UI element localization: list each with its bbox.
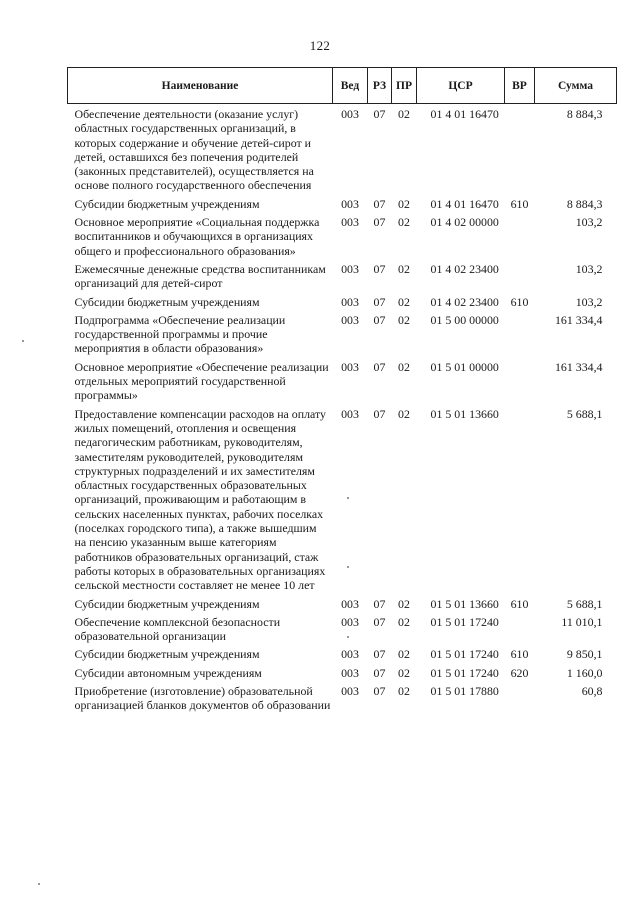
row-name: Субсидии бюджетным учреждениям <box>74 196 260 211</box>
row-name: Основное мероприятие «Социальная поддержка воспитанников и обучающихся в организациях общего и профессионального образования» <box>74 215 320 258</box>
row-ved: 003 <box>341 683 359 698</box>
row-sum: 60,8 <box>581 683 603 698</box>
row-csr: 01 5 01 17880 <box>430 683 499 698</box>
row-ved: 003 <box>341 359 359 374</box>
row-sum: 8 884,3 <box>566 196 603 211</box>
row-ved: 003 <box>341 294 359 309</box>
row-ved: 003 <box>341 647 359 662</box>
row-name: Субсидии автономным учреждениям <box>74 665 262 680</box>
row-name: Предоставление компенсации расходов на оплату жилых помещений, отопления и освещения педагогическим работникам, руководителям, заместителям руководителей, руководителям структурных подразделений и их заместителям областных государственных образовательных организаций, проживающим и работающим в сельских населенных пунктах, рабочих поселках (поселках городского типа), а также вышедшим на пенсию указанным выше категориям работников образовательных организаций, стаж работы которых в образовательных организациях сельской местности составляет не менее 10 лет <box>74 406 327 593</box>
header-name: Наименование <box>68 68 333 104</box>
row-name: Подпрограмма «Обеспечение реализации государственной программы и прочие мероприятия в области образования» <box>74 312 286 356</box>
row-csr: 01 5 01 13660 <box>430 406 499 421</box>
row-ved: 003 <box>341 614 359 629</box>
table-row <box>68 597 617 615</box>
row-csr: 01 5 01 00000 <box>430 359 499 374</box>
row-vr <box>505 407 535 597</box>
row-rz: 07 <box>373 261 386 276</box>
row-vr <box>505 215 535 262</box>
page-number: 122 <box>309 38 331 53</box>
row-vr <box>505 360 535 407</box>
table-row <box>68 615 617 648</box>
header-pr: ПР <box>392 68 417 104</box>
row-vr <box>505 313 535 360</box>
row-ved: 003 <box>341 665 359 680</box>
row-csr: 01 5 00 00000 <box>430 312 499 327</box>
row-name: Субсидии бюджетным учреждениям <box>74 294 260 309</box>
row-pr: 02 <box>398 215 410 230</box>
row-name: Основное мероприятие «Обеспечение реализации отдельных мероприятий государственной программы» <box>74 359 329 403</box>
row-ved: 003 <box>341 261 359 276</box>
row-csr: 01 5 01 17240 <box>430 614 499 629</box>
scan-speck <box>347 497 349 499</box>
row-ved: 003 <box>341 406 359 421</box>
row-rz: 07 <box>373 359 386 374</box>
row-rz: 07 <box>373 683 386 698</box>
row-vr <box>505 262 535 295</box>
row-csr: 01 4 02 23400 <box>430 261 499 276</box>
row-name: Ежемесячные денежные средства воспитанникам организаций для детей-сирот <box>74 261 326 291</box>
header-rz: РЗ <box>368 68 392 104</box>
row-vr: 610 <box>510 647 529 662</box>
row-ved: 003 <box>341 312 359 327</box>
table-row <box>68 262 617 295</box>
row-sum: 161 334,4 <box>554 359 603 374</box>
row-rz: 07 <box>373 215 386 230</box>
row-rz: 07 <box>373 665 386 680</box>
row-vr <box>505 615 535 648</box>
row-ved: 003 <box>341 596 359 611</box>
row-rz: 07 <box>373 596 386 611</box>
table-row <box>68 313 617 360</box>
row-rz: 07 <box>373 312 386 327</box>
row-csr: 01 4 01 16470 <box>430 196 499 211</box>
row-pr: 02 <box>398 294 410 309</box>
table-row <box>68 295 617 313</box>
row-sum: 103,2 <box>575 215 603 230</box>
row-pr: 02 <box>398 107 410 121</box>
table-row <box>68 215 617 262</box>
row-sum: 9 850,1 <box>566 647 603 662</box>
row-vr: 610 <box>510 294 529 309</box>
row-pr: 02 <box>398 614 410 629</box>
scan-speck <box>38 883 40 885</box>
row-pr: 02 <box>398 312 410 327</box>
row-sum: 8 884,3 <box>566 107 603 121</box>
row-sum: 103,2 <box>575 261 603 276</box>
row-pr: 02 <box>398 665 410 680</box>
row-name: Обеспечение деятельности (оказание услуг) областных государственных организаций, в которых содержание и обучение детей-сирот и детей, оставшихся без попечения родителей (законных представителей), осуществляется на основе полного государственного обеспечения <box>74 107 314 193</box>
row-pr: 02 <box>398 647 410 662</box>
table-header-row <box>68 68 617 104</box>
header-ved: Вед <box>333 68 368 104</box>
row-vr: 610 <box>510 596 529 611</box>
row-name: Субсидии бюджетным учреждениям <box>74 596 260 611</box>
row-rz: 07 <box>373 196 386 211</box>
row-pr: 02 <box>398 596 410 611</box>
row-csr: 01 5 01 17240 <box>430 665 499 680</box>
table-row <box>68 104 617 197</box>
row-vr <box>505 104 535 197</box>
row-name: Субсидии бюджетным учреждениям <box>74 647 260 662</box>
row-name: Обеспечение комплексной безопасности образовательной организации <box>74 614 281 644</box>
table-row <box>68 666 617 684</box>
scan-speck <box>347 636 349 638</box>
row-ved: 003 <box>341 215 359 230</box>
row-ved: 003 <box>341 107 359 121</box>
row-sum: 1 160,0 <box>566 665 603 680</box>
row-csr: 01 5 01 17240 <box>430 647 499 662</box>
row-rz: 07 <box>373 294 386 309</box>
row-csr: 01 4 02 23400 <box>430 294 499 309</box>
scan-speck <box>347 566 349 568</box>
table-row <box>68 684 617 717</box>
row-ved: 003 <box>341 196 359 211</box>
row-sum: 11 010,1 <box>561 614 603 629</box>
budget-table <box>67 67 617 717</box>
row-vr: 620 <box>510 665 529 680</box>
row-sum: 161 334,4 <box>554 312 603 327</box>
row-rz: 07 <box>373 647 386 662</box>
row-vr: 610 <box>510 196 529 211</box>
row-vr <box>505 684 535 717</box>
row-sum: 103,2 <box>575 294 603 309</box>
scan-speck <box>22 340 24 342</box>
row-csr: 01 4 01 16470 <box>430 107 499 121</box>
header-csr: ЦСР <box>417 68 505 104</box>
row-sum: 5 688,1 <box>566 406 603 421</box>
row-pr: 02 <box>398 196 410 211</box>
row-sum: 5 688,1 <box>566 596 603 611</box>
table-row <box>68 407 617 597</box>
row-csr: 01 4 02 00000 <box>430 215 499 230</box>
table-row <box>68 647 617 665</box>
row-pr: 02 <box>398 683 410 698</box>
row-pr: 02 <box>398 261 410 276</box>
row-pr: 02 <box>398 359 410 374</box>
row-pr: 02 <box>398 406 410 421</box>
row-rz: 07 <box>373 107 386 121</box>
header-sum: Сумма <box>535 68 617 104</box>
row-rz: 07 <box>373 614 386 629</box>
row-csr: 01 5 01 13660 <box>430 596 499 611</box>
table-row <box>68 360 617 407</box>
table-row <box>68 197 617 215</box>
header-vr: ВР <box>505 68 535 104</box>
row-name: Приобретение (изготовление) образовательной организацией бланков документов об образовании <box>74 683 331 713</box>
row-rz: 07 <box>373 406 386 421</box>
